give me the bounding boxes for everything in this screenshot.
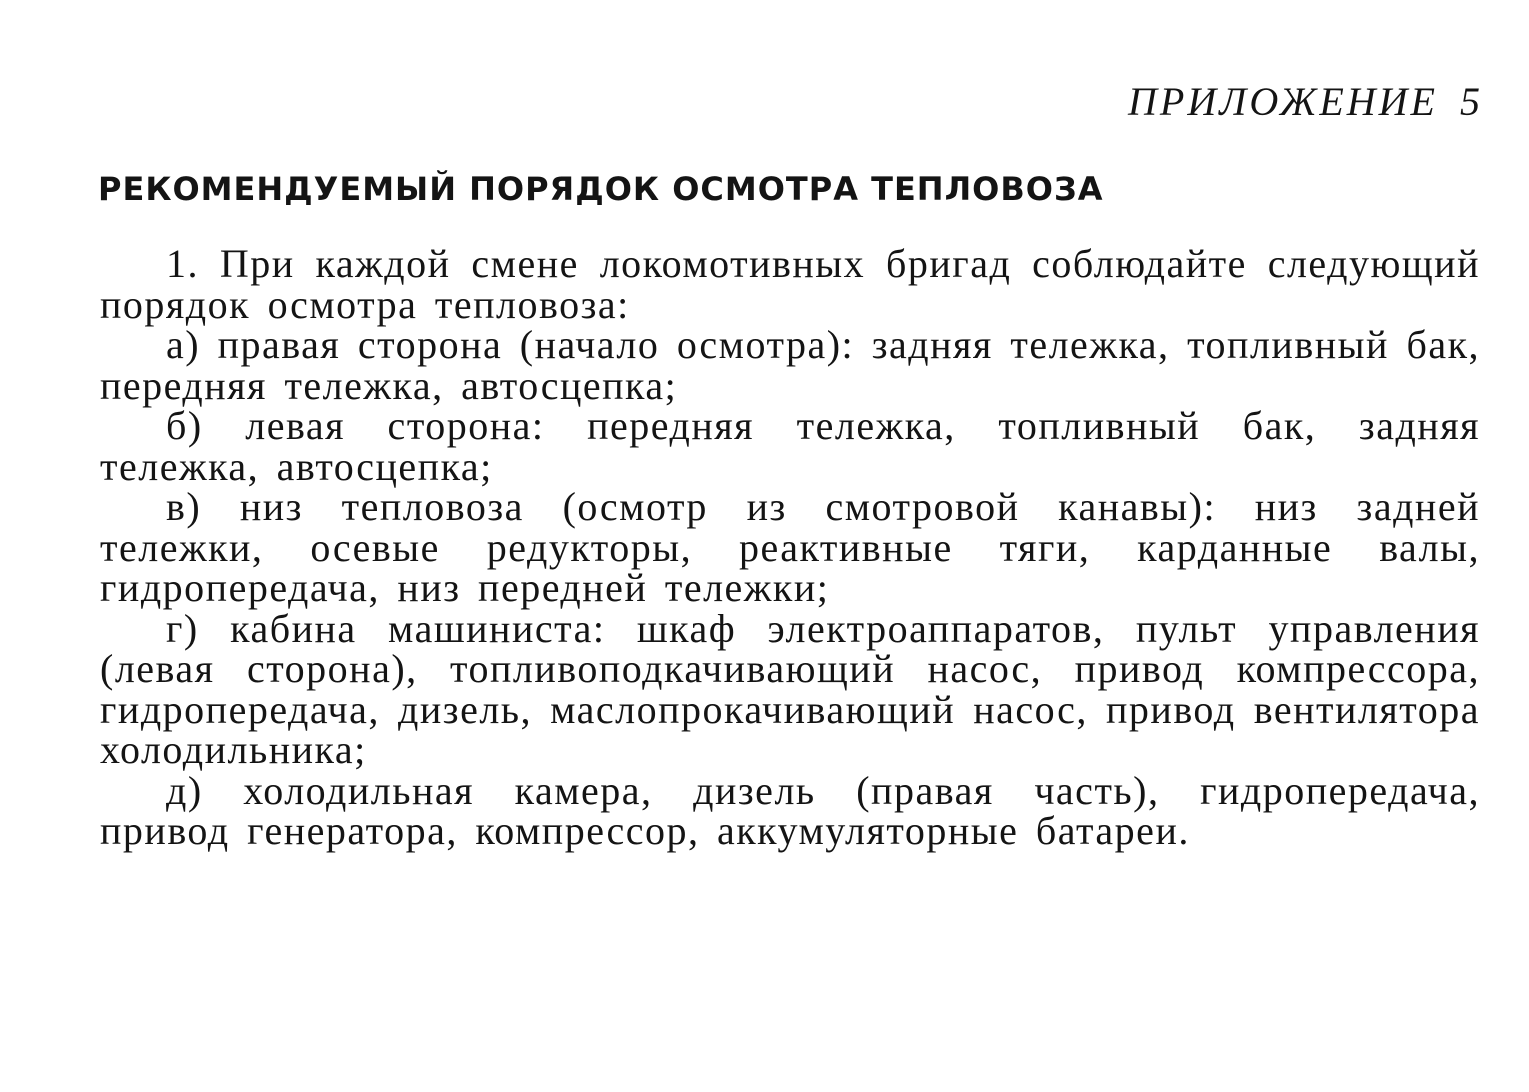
paragraph-item-g: г) кабина машиниста: шкаф электроаппаратов, пульт управления (левая сторона), топливоподкачивающий насос, привод компрессора, гидропередача, дизель, маслопрокачивающий насос, привод вентилятора холодильника; bbox=[100, 605, 1480, 772]
paragraph-intro: 1. При каждой смене локомотивных бригад соблюдайте следующий порядок осмотра тепловоза: bbox=[100, 241, 1480, 327]
paragraph-item-a: а) правая сторона (начало осмотра): задняя тележка, топливный бак, передняя тележка, автосцепка; bbox=[100, 322, 1480, 408]
paragraph-item-d: д) холодильная камера, дизель (правая часть), гидропередача, привод генератора, компрессор, аккумуляторные батареи. bbox=[100, 767, 1480, 853]
appendix-title: ПРИЛОЖЕНИЕ bbox=[1128, 79, 1438, 124]
document-body bbox=[100, 241, 1480, 853]
appendix-number: 5 bbox=[1460, 79, 1483, 124]
document-heading: РЕКОМЕНДУЕМЫЙ ПОРЯДОК ОСМОТРА ТЕПЛОВОЗА bbox=[98, 170, 1104, 208]
paragraph-item-b: б) левая сторона: передняя тележка, топливный бак, задняя тележка, автосцепка; bbox=[100, 403, 1480, 489]
paragraph-item-v: в) низ тепловоза (осмотр из смотровой канавы): низ задней тележки, осевые редукторы, реактивные тяги, карданные валы, гидропередача, низ передней тележки; bbox=[100, 484, 1480, 610]
appendix-label bbox=[1128, 78, 1483, 125]
